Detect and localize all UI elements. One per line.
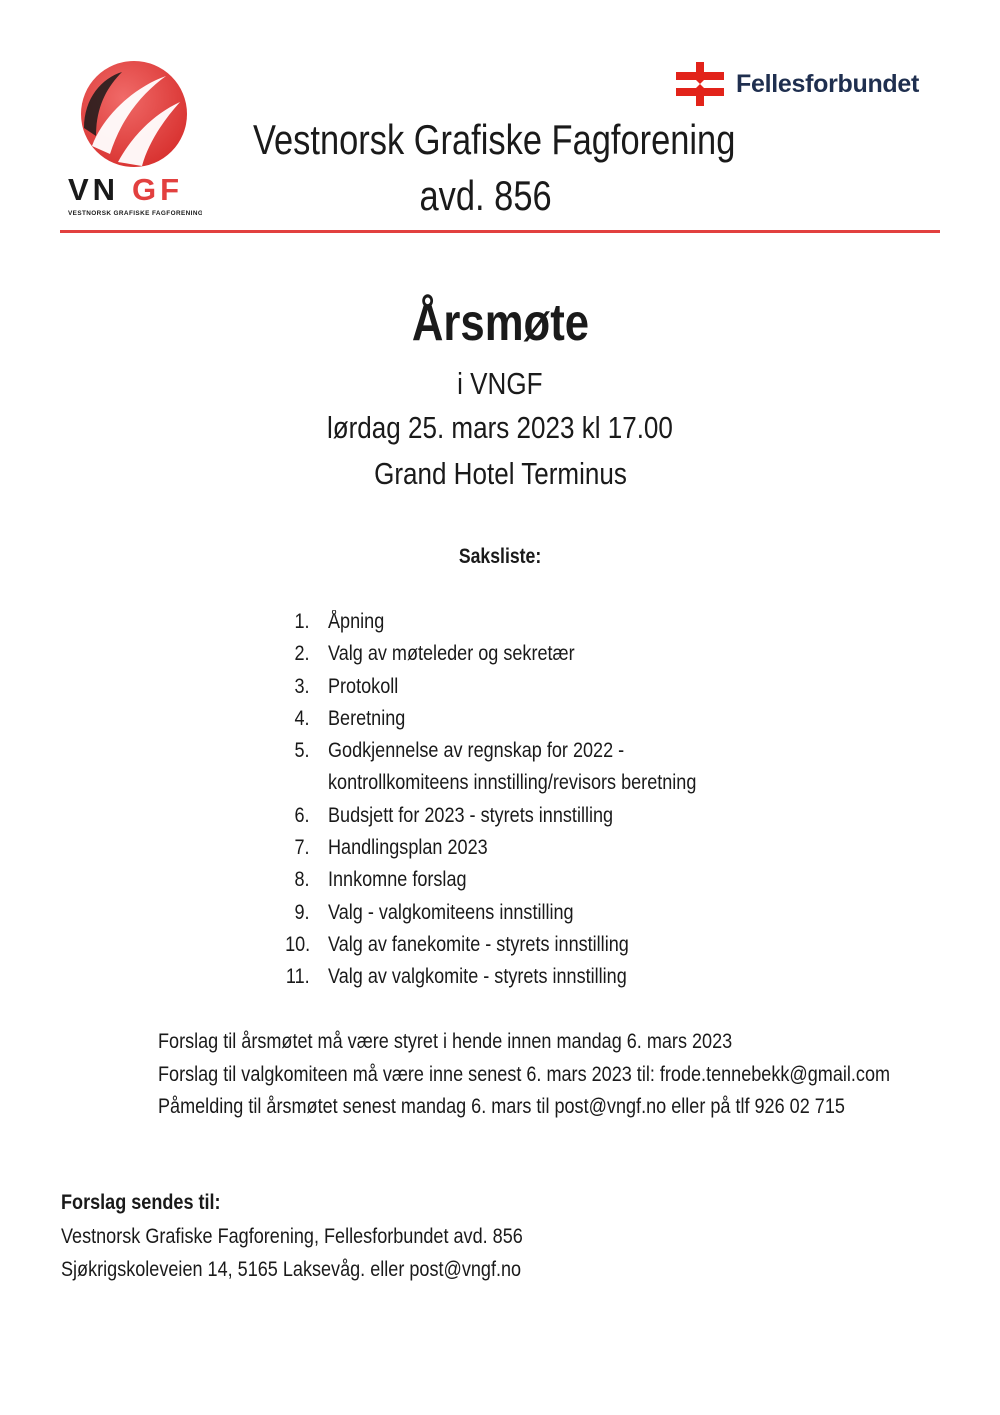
agenda-item-number: 4. — [294, 706, 310, 730]
meeting-date-text: lørdag 25. mars 2023 kl 17.00 — [327, 410, 673, 445]
vngf-logo-icon — [62, 58, 202, 220]
meeting-subtitle-text: i VNGF — [457, 366, 543, 401]
agenda-item-text: Budsjett for 2023 - styrets innstilling — [328, 803, 614, 827]
agenda-item-number: 10. — [284, 932, 310, 956]
meeting-title — [0, 292, 1000, 354]
agenda-item-number: 9. — [294, 900, 310, 924]
agenda-item — [0, 961, 1000, 993]
meeting-venue-text: Grand Hotel Terminus — [373, 456, 627, 491]
agenda-item-text: Valg - valgkomiteens innstilling — [328, 900, 574, 924]
agenda-item — [0, 703, 1000, 735]
vngf-logo — [62, 58, 202, 220]
agenda-item-number: 8. — [294, 868, 310, 892]
svg-text:GF: GF — [132, 172, 184, 207]
send-to-block — [61, 1186, 861, 1286]
agenda-item — [0, 800, 1000, 832]
agenda-heading — [0, 542, 1000, 572]
agenda-item-number: 1. — [294, 610, 310, 633]
agenda-item-text: Valg av møteleder og sekretær — [328, 642, 575, 666]
send-to-line: Sjøkrigskoleveien 14, 5165 Laksevåg. eller post@vngf.no — [61, 1258, 522, 1281]
meeting-title-text: Årsmøte — [411, 294, 589, 352]
org-title — [200, 112, 772, 224]
agenda-item — [0, 832, 1000, 864]
agenda-item — [0, 606, 1000, 638]
svg-text:VN: VN — [68, 172, 120, 207]
agenda-item — [0, 897, 1000, 929]
agenda-item-text: Valg av fanekomite - styrets innstilling — [328, 932, 629, 956]
agenda-item — [0, 929, 1000, 961]
agenda-item-number: 3. — [294, 674, 310, 698]
org-division: avd. 856 — [419, 172, 553, 219]
notice-line: Forslag til årsmøtet må være styret i hende innen mandag 6. mars 2023 — [158, 1030, 733, 1053]
agenda-item — [0, 735, 1000, 800]
agenda-item — [0, 671, 1000, 703]
header-divider — [60, 230, 940, 233]
agenda-item-number: 5. — [294, 739, 310, 763]
fellesforbundet-logo-icon — [672, 58, 728, 110]
notice-line: Påmelding til årsmøtet senest mandag 6. mars til post@vngf.no eller på tlf 926 02 715 — [158, 1095, 845, 1118]
meeting-subtitle — [0, 360, 1000, 408]
send-to-line: Vestnorsk Grafiske Fagforening, Fellesforbundet avd. 856 — [61, 1225, 523, 1248]
agenda-item-text: Innkomne forslag — [328, 868, 467, 892]
agenda-item-text: Åpning — [328, 610, 385, 633]
agenda-item-number: 11. — [286, 965, 310, 989]
agenda-list — [0, 606, 1000, 994]
notices — [158, 1026, 958, 1124]
agenda-item-text: Handlingsplan 2023 — [328, 836, 488, 860]
svg-text:VESTNORSK GRAFISKE FAGFORENING: VESTNORSK GRAFISKE FAGFORENING — [68, 210, 202, 217]
agenda-item-text: Protokoll — [328, 674, 399, 698]
agenda-item — [0, 638, 1000, 670]
agenda-item-number: 7. — [294, 836, 310, 860]
agenda-item-text: Godkjennelse av regnskap for 2022 - kontrollkomiteens innstilling/revisors beretning — [328, 739, 697, 795]
fellesforbundet-name: Fellesforbundet — [736, 70, 920, 98]
agenda-item-text: Valg av valgkomite - styrets innstilling — [328, 965, 627, 989]
agenda-heading-text: Saksliste: — [458, 545, 542, 568]
agenda-item — [0, 864, 1000, 896]
meeting-date — [0, 404, 1000, 452]
send-to-heading: Forslag sendes til: — [61, 1191, 221, 1214]
meeting-venue — [0, 450, 1000, 498]
agenda-item-number: 2. — [294, 642, 310, 666]
notice-line: Forslag til valgkomiteen må være inne senest 6. mars 2023 til: frode.tennebekk@gmail.com — [158, 1062, 891, 1086]
org-name: Vestnorsk Grafiske Fagforening — [252, 116, 736, 163]
agenda-item-number: 6. — [294, 803, 310, 827]
fellesforbundet-logo — [672, 58, 942, 110]
agenda-item-text: Beretning — [328, 706, 406, 730]
